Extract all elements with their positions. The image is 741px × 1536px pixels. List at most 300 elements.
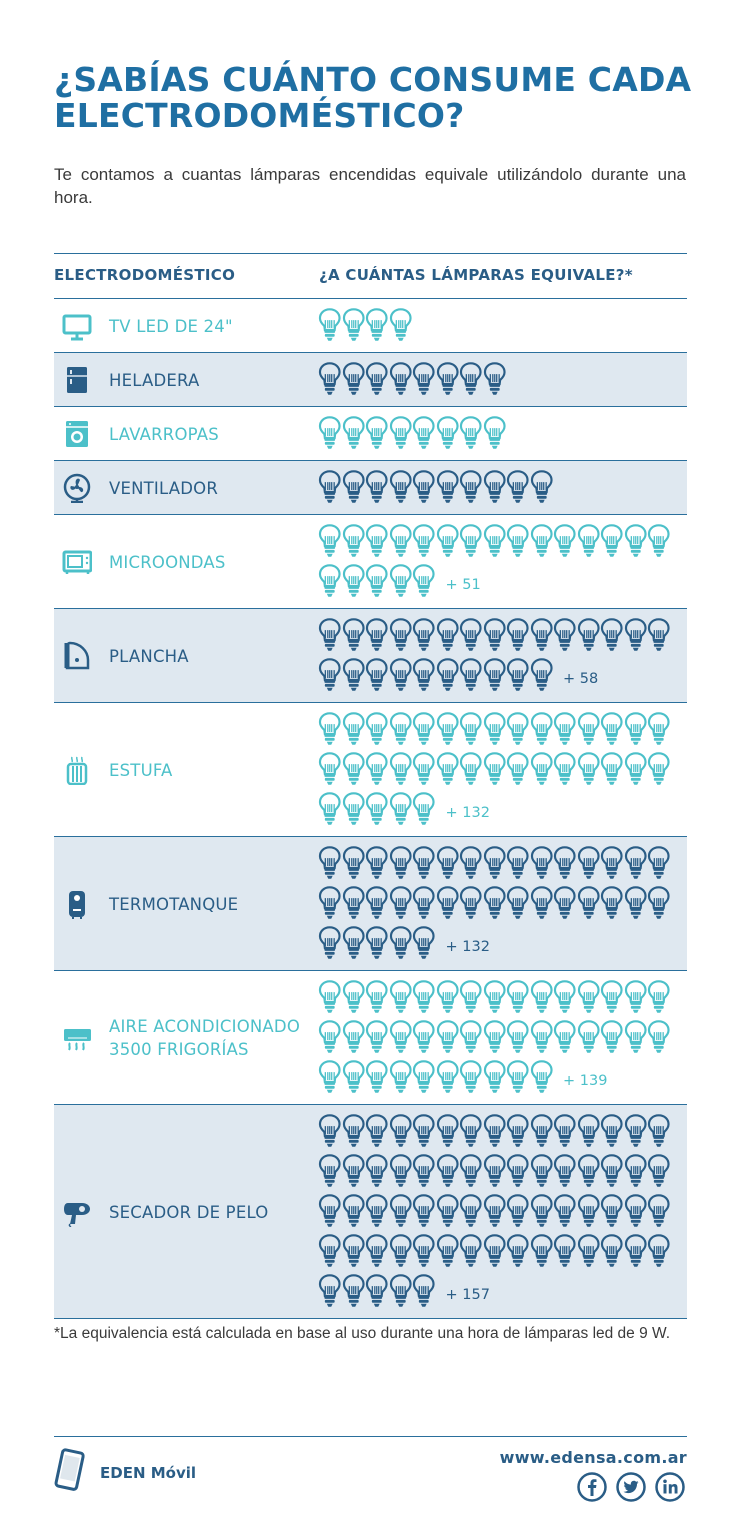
extra-lamps-count: + 132 bbox=[445, 805, 490, 821]
lamp-icon bbox=[412, 790, 436, 830]
lamp-icon bbox=[600, 1192, 624, 1232]
lamp-icon bbox=[389, 924, 413, 964]
lamp-icon bbox=[365, 360, 389, 400]
lamp-icon bbox=[365, 884, 389, 924]
lamp-icon bbox=[365, 468, 389, 508]
lamp-icon bbox=[365, 1192, 389, 1232]
lamp-icon bbox=[318, 414, 342, 454]
lamp-icon bbox=[553, 884, 577, 924]
lamp-icon bbox=[342, 562, 366, 602]
lamp-equivalence bbox=[318, 522, 687, 602]
page-title: ¿SABÍAS CUÁNTO CONSUME CADA ELECTRODOMÉSTICO? bbox=[54, 60, 692, 135]
lamp-icon bbox=[459, 710, 483, 750]
lamp-icon bbox=[389, 414, 413, 454]
lamp-icon bbox=[624, 1232, 648, 1272]
column-header-lamps: ¿A CUÁNTAS LÁMPARAS EQUIVALE?* bbox=[319, 266, 633, 284]
extra-lamps-count: + 132 bbox=[445, 939, 490, 955]
lamp-icon bbox=[459, 656, 483, 696]
appliance-label: PLANCHA bbox=[109, 646, 189, 666]
lamp-icon bbox=[647, 1018, 671, 1058]
lamp-icon bbox=[577, 522, 601, 562]
lamp-icon bbox=[577, 710, 601, 750]
lamp-icon bbox=[483, 656, 507, 696]
footnote: *La equivalencia está calculada en base al uso durante una hora de lámparas led de 9 W. bbox=[54, 1325, 671, 1342]
lamp-icon bbox=[318, 1152, 342, 1192]
lamp-icon bbox=[389, 656, 413, 696]
lamp-icon bbox=[506, 978, 530, 1018]
lamp-equivalence bbox=[318, 844, 687, 964]
table-row bbox=[54, 971, 687, 1105]
lamp-icon bbox=[436, 1058, 460, 1098]
lamp-icon bbox=[365, 978, 389, 1018]
extra-lamps-count: + 51 bbox=[445, 577, 481, 593]
lamp-icon bbox=[342, 656, 366, 696]
lamp-icon bbox=[389, 1018, 413, 1058]
lamp-icon bbox=[459, 468, 483, 508]
lamp-icon bbox=[389, 1192, 413, 1232]
phone-icon bbox=[52, 1448, 86, 1492]
lamp-icon bbox=[412, 414, 436, 454]
lamp-icon bbox=[389, 844, 413, 884]
fan-icon bbox=[62, 473, 92, 503]
lamp-icon bbox=[483, 522, 507, 562]
lamp-icon bbox=[342, 978, 366, 1018]
lamp-icon bbox=[389, 1232, 413, 1272]
lamp-icon bbox=[318, 562, 342, 602]
lamp-icon bbox=[412, 1018, 436, 1058]
lamp-icon bbox=[365, 924, 389, 964]
lamp-icon bbox=[530, 1152, 554, 1192]
lamp-icon bbox=[577, 1018, 601, 1058]
lamp-icon bbox=[318, 522, 342, 562]
lamp-icon bbox=[459, 1232, 483, 1272]
lamp-icon bbox=[318, 616, 342, 656]
table-row bbox=[54, 1105, 687, 1319]
lamp-icon bbox=[459, 616, 483, 656]
lamp-icon bbox=[577, 616, 601, 656]
lamp-icon bbox=[342, 790, 366, 830]
lamp-icon bbox=[647, 978, 671, 1018]
table-row bbox=[54, 461, 687, 515]
lamp-icon bbox=[624, 522, 648, 562]
lamp-equivalence bbox=[318, 468, 687, 508]
table-row bbox=[54, 515, 687, 609]
lamp-icon bbox=[553, 1232, 577, 1272]
lamp-icon bbox=[506, 522, 530, 562]
page-subtitle: Te contamos a cuantas lámparas encendidas equivale utilizándolo durante una hora. bbox=[54, 165, 686, 207]
lamp-icon bbox=[436, 414, 460, 454]
lamp-icon bbox=[530, 1112, 554, 1152]
iron-icon bbox=[62, 641, 92, 671]
lamp-icon bbox=[365, 750, 389, 790]
lamp-icon bbox=[600, 710, 624, 750]
lamp-icon bbox=[412, 1232, 436, 1272]
column-header-appliance: ELECTRODOMÉSTICO bbox=[54, 266, 236, 284]
lamp-icon bbox=[530, 844, 554, 884]
appliance-label: VENTILADOR bbox=[109, 478, 219, 498]
lamp-icon bbox=[506, 1018, 530, 1058]
twitter-icon[interactable] bbox=[616, 1472, 646, 1502]
lamp-icon bbox=[342, 306, 366, 346]
lamp-icon bbox=[389, 522, 413, 562]
lamp-icon bbox=[530, 468, 554, 508]
lamp-icon bbox=[412, 844, 436, 884]
lamp-icon bbox=[577, 884, 601, 924]
lamp-icon bbox=[436, 360, 460, 400]
lamp-icon bbox=[553, 978, 577, 1018]
lamp-icon bbox=[647, 522, 671, 562]
website-link[interactable]: www.edensa.com.ar bbox=[499, 1448, 687, 1467]
lamp-icon bbox=[342, 710, 366, 750]
lamp-icon bbox=[365, 790, 389, 830]
lamp-icon bbox=[577, 1192, 601, 1232]
table-row bbox=[54, 609, 687, 703]
lamp-icon bbox=[647, 1192, 671, 1232]
lamp-icon bbox=[624, 884, 648, 924]
lamp-icon bbox=[318, 360, 342, 400]
lamp-icon bbox=[506, 884, 530, 924]
lamp-icon bbox=[436, 656, 460, 696]
table-row bbox=[54, 703, 687, 837]
lamp-icon bbox=[436, 710, 460, 750]
lamp-icon bbox=[600, 978, 624, 1018]
lamp-icon bbox=[600, 884, 624, 924]
lamp-icon bbox=[318, 468, 342, 508]
lamp-icon bbox=[553, 1192, 577, 1232]
lamp-icon bbox=[459, 884, 483, 924]
lamp-icon bbox=[624, 978, 648, 1018]
lamp-icon bbox=[389, 1272, 413, 1312]
lamp-equivalence bbox=[318, 710, 687, 830]
hair-dryer-icon bbox=[62, 1197, 92, 1227]
lamp-icon bbox=[647, 710, 671, 750]
lamp-icon bbox=[530, 656, 554, 696]
lamp-icon bbox=[342, 1058, 366, 1098]
lamp-icon bbox=[624, 750, 648, 790]
lamp-icon bbox=[459, 1018, 483, 1058]
lamp-icon bbox=[412, 710, 436, 750]
lamp-icon bbox=[506, 468, 530, 508]
lamp-icon bbox=[342, 924, 366, 964]
lamp-icon bbox=[365, 1058, 389, 1098]
lamp-icon bbox=[412, 1112, 436, 1152]
lamp-icon bbox=[436, 616, 460, 656]
lamp-icon bbox=[365, 710, 389, 750]
lamp-icon bbox=[483, 1232, 507, 1272]
extra-lamps-count: + 58 bbox=[563, 671, 599, 687]
appliance-label: ESTUFA bbox=[109, 760, 173, 780]
lamp-icon bbox=[342, 468, 366, 508]
lamp-icon bbox=[506, 710, 530, 750]
lamp-icon bbox=[459, 360, 483, 400]
lamp-icon bbox=[436, 522, 460, 562]
lamp-icon bbox=[389, 710, 413, 750]
lamp-icon bbox=[436, 750, 460, 790]
lamp-icon bbox=[365, 562, 389, 602]
lamp-icon bbox=[483, 616, 507, 656]
lamp-icon bbox=[483, 1152, 507, 1192]
lamp-icon bbox=[318, 750, 342, 790]
lamp-icon bbox=[365, 656, 389, 696]
lamp-icon bbox=[318, 1272, 342, 1312]
lamp-icon bbox=[553, 1152, 577, 1192]
lamp-icon bbox=[506, 1192, 530, 1232]
lamp-icon bbox=[342, 1018, 366, 1058]
lamp-icon bbox=[483, 360, 507, 400]
lamp-icon bbox=[553, 1018, 577, 1058]
lamp-icon bbox=[600, 1232, 624, 1272]
lamp-icon bbox=[318, 1192, 342, 1232]
lamp-icon bbox=[483, 1192, 507, 1232]
lamp-icon bbox=[412, 656, 436, 696]
lamp-icon bbox=[318, 884, 342, 924]
lamp-icon bbox=[624, 1018, 648, 1058]
lamp-icon bbox=[389, 1152, 413, 1192]
lamp-equivalence bbox=[318, 414, 687, 454]
lamp-icon bbox=[342, 1272, 366, 1312]
lamp-icon bbox=[459, 1112, 483, 1152]
lamp-icon bbox=[342, 1112, 366, 1152]
lamp-icon bbox=[577, 1232, 601, 1272]
lamp-icon bbox=[577, 978, 601, 1018]
lamp-icon bbox=[506, 1058, 530, 1098]
lamp-icon bbox=[483, 1058, 507, 1098]
lamp-icon bbox=[624, 710, 648, 750]
lamp-icon bbox=[553, 710, 577, 750]
lamp-icon bbox=[318, 1112, 342, 1152]
lamp-icon bbox=[436, 1112, 460, 1152]
lamp-icon bbox=[530, 710, 554, 750]
lamp-icon bbox=[530, 750, 554, 790]
lamp-icon bbox=[412, 1272, 436, 1312]
table-row bbox=[54, 407, 687, 461]
lamp-equivalence bbox=[318, 616, 687, 696]
lamp-icon bbox=[553, 522, 577, 562]
appliance-label: TERMOTANQUE bbox=[109, 894, 239, 914]
lamp-icon bbox=[412, 924, 436, 964]
lamp-icon bbox=[624, 1192, 648, 1232]
lamp-icon bbox=[342, 844, 366, 884]
lamp-icon bbox=[436, 1018, 460, 1058]
lamp-icon bbox=[483, 750, 507, 790]
lamp-icon bbox=[459, 844, 483, 884]
lamp-icon bbox=[506, 844, 530, 884]
lamp-icon bbox=[318, 710, 342, 750]
lamp-icon bbox=[530, 522, 554, 562]
lamp-icon bbox=[436, 1152, 460, 1192]
table-row bbox=[54, 837, 687, 971]
lamp-icon bbox=[318, 1058, 342, 1098]
lamp-icon bbox=[506, 1152, 530, 1192]
lamp-icon bbox=[647, 1152, 671, 1192]
lamp-icon bbox=[647, 1112, 671, 1152]
table-row bbox=[54, 299, 687, 353]
lamp-icon bbox=[436, 1232, 460, 1272]
lamp-icon bbox=[365, 1232, 389, 1272]
lamp-icon bbox=[365, 522, 389, 562]
appliance-label: MICROONDAS bbox=[109, 552, 226, 572]
lamp-icon bbox=[483, 978, 507, 1018]
lamp-icon bbox=[600, 844, 624, 884]
brand-name: EDEN Móvil bbox=[100, 1464, 197, 1482]
lamp-icon bbox=[318, 306, 342, 346]
lamp-icon bbox=[530, 978, 554, 1018]
lamp-equivalence bbox=[318, 1112, 687, 1312]
table-row bbox=[54, 353, 687, 407]
lamp-icon bbox=[624, 616, 648, 656]
appliance-label: TV LED DE 24" bbox=[109, 316, 233, 336]
lamp-icon bbox=[530, 616, 554, 656]
lamp-icon bbox=[577, 1112, 601, 1152]
lamp-icon bbox=[436, 978, 460, 1018]
lamp-icon bbox=[412, 978, 436, 1018]
lamp-icon bbox=[412, 750, 436, 790]
lamp-icon bbox=[318, 1018, 342, 1058]
lamp-icon bbox=[459, 1152, 483, 1192]
tv-icon bbox=[62, 311, 92, 341]
lamp-icon bbox=[577, 844, 601, 884]
lamp-icon bbox=[412, 884, 436, 924]
lamp-icon bbox=[483, 710, 507, 750]
facebook-icon[interactable] bbox=[577, 1472, 607, 1502]
lamp-icon bbox=[365, 1152, 389, 1192]
lamp-icon bbox=[647, 616, 671, 656]
lamp-icon bbox=[412, 1152, 436, 1192]
lamp-icon bbox=[342, 616, 366, 656]
lamp-icon bbox=[412, 1058, 436, 1098]
lamp-icon bbox=[389, 1058, 413, 1098]
lamp-icon bbox=[342, 522, 366, 562]
lamp-icon bbox=[577, 1152, 601, 1192]
lamp-icon bbox=[506, 750, 530, 790]
lamp-icon bbox=[600, 1112, 624, 1152]
lamp-icon bbox=[389, 790, 413, 830]
lamp-icon bbox=[389, 616, 413, 656]
appliance-label: HELADERA bbox=[109, 370, 200, 390]
lamp-icon bbox=[483, 884, 507, 924]
lamp-icon bbox=[624, 844, 648, 884]
lamp-icon bbox=[365, 1018, 389, 1058]
lamp-icon bbox=[506, 616, 530, 656]
lamp-icon bbox=[553, 616, 577, 656]
footer-rule bbox=[54, 1436, 687, 1437]
lamp-icon bbox=[530, 884, 554, 924]
lamp-icon bbox=[436, 468, 460, 508]
linkedin-icon[interactable] bbox=[655, 1472, 685, 1502]
lamp-icon bbox=[412, 468, 436, 508]
extra-lamps-count: + 157 bbox=[445, 1287, 490, 1303]
lamp-icon bbox=[412, 616, 436, 656]
lamp-icon bbox=[506, 656, 530, 696]
lamp-icon bbox=[600, 750, 624, 790]
lamp-icon bbox=[553, 1112, 577, 1152]
lamp-icon bbox=[412, 522, 436, 562]
lamp-icon bbox=[506, 1232, 530, 1272]
lamp-icon bbox=[342, 414, 366, 454]
lamp-icon bbox=[389, 750, 413, 790]
lamp-icon bbox=[577, 750, 601, 790]
lamp-icon bbox=[553, 750, 577, 790]
lamp-icon bbox=[600, 1018, 624, 1058]
extra-lamps-count: + 139 bbox=[563, 1073, 608, 1089]
lamp-icon bbox=[483, 468, 507, 508]
lamp-icon bbox=[389, 1112, 413, 1152]
lamp-equivalence bbox=[318, 360, 687, 400]
lamp-icon bbox=[412, 360, 436, 400]
lamp-icon bbox=[530, 1018, 554, 1058]
lamp-icon bbox=[389, 468, 413, 508]
lamp-icon bbox=[483, 1018, 507, 1058]
appliance-label: AIRE ACONDICIONADO 3500 FRIGORÍAS bbox=[109, 1017, 301, 1059]
lamp-icon bbox=[389, 306, 413, 346]
lamp-icon bbox=[389, 360, 413, 400]
lamp-icon bbox=[318, 1232, 342, 1272]
lamp-icon bbox=[342, 360, 366, 400]
lamp-icon bbox=[553, 844, 577, 884]
lamp-icon bbox=[318, 978, 342, 1018]
lamp-icon bbox=[342, 1152, 366, 1192]
lamp-icon bbox=[600, 522, 624, 562]
lamp-icon bbox=[365, 616, 389, 656]
lamp-icon bbox=[459, 1058, 483, 1098]
lamp-icon bbox=[530, 1192, 554, 1232]
header-top-rule bbox=[54, 253, 687, 254]
lamp-icon bbox=[436, 1192, 460, 1232]
lamp-icon bbox=[506, 1112, 530, 1152]
lamp-icon bbox=[530, 1232, 554, 1272]
lamp-icon bbox=[647, 750, 671, 790]
lamp-icon bbox=[365, 1112, 389, 1152]
lamp-icon bbox=[342, 1232, 366, 1272]
microwave-icon bbox=[62, 547, 92, 577]
fridge-icon bbox=[62, 365, 92, 395]
appliance-label: LAVARROPAS bbox=[109, 424, 219, 444]
lamp-icon bbox=[459, 414, 483, 454]
heater-icon bbox=[62, 755, 92, 785]
lamp-icon bbox=[342, 750, 366, 790]
water-heater-icon bbox=[62, 889, 92, 919]
lamp-icon bbox=[459, 1192, 483, 1232]
lamp-icon bbox=[530, 1058, 554, 1098]
lamp-icon bbox=[624, 1152, 648, 1192]
lamp-icon bbox=[365, 306, 389, 346]
lamp-icon bbox=[647, 884, 671, 924]
lamp-icon bbox=[365, 844, 389, 884]
lamp-icon bbox=[459, 750, 483, 790]
lamp-icon bbox=[342, 884, 366, 924]
lamp-icon bbox=[483, 1112, 507, 1152]
lamp-icon bbox=[647, 1232, 671, 1272]
lamp-icon bbox=[412, 1192, 436, 1232]
lamp-icon bbox=[318, 656, 342, 696]
lamp-icon bbox=[647, 844, 671, 884]
lamp-icon bbox=[600, 1152, 624, 1192]
washing-machine-icon bbox=[62, 419, 92, 449]
lamp-icon bbox=[459, 978, 483, 1018]
air-conditioner-icon bbox=[62, 1023, 92, 1053]
appliance-label: SECADOR DE PELO bbox=[109, 1202, 269, 1222]
lamp-icon bbox=[365, 414, 389, 454]
lamp-icon bbox=[436, 844, 460, 884]
lamp-icon bbox=[389, 978, 413, 1018]
lamp-icon bbox=[436, 884, 460, 924]
lamp-icon bbox=[483, 414, 507, 454]
lamp-icon bbox=[412, 562, 436, 602]
lamp-icon bbox=[342, 1192, 366, 1232]
lamp-icon bbox=[483, 844, 507, 884]
lamp-equivalence bbox=[318, 306, 687, 346]
lamp-icon bbox=[600, 616, 624, 656]
